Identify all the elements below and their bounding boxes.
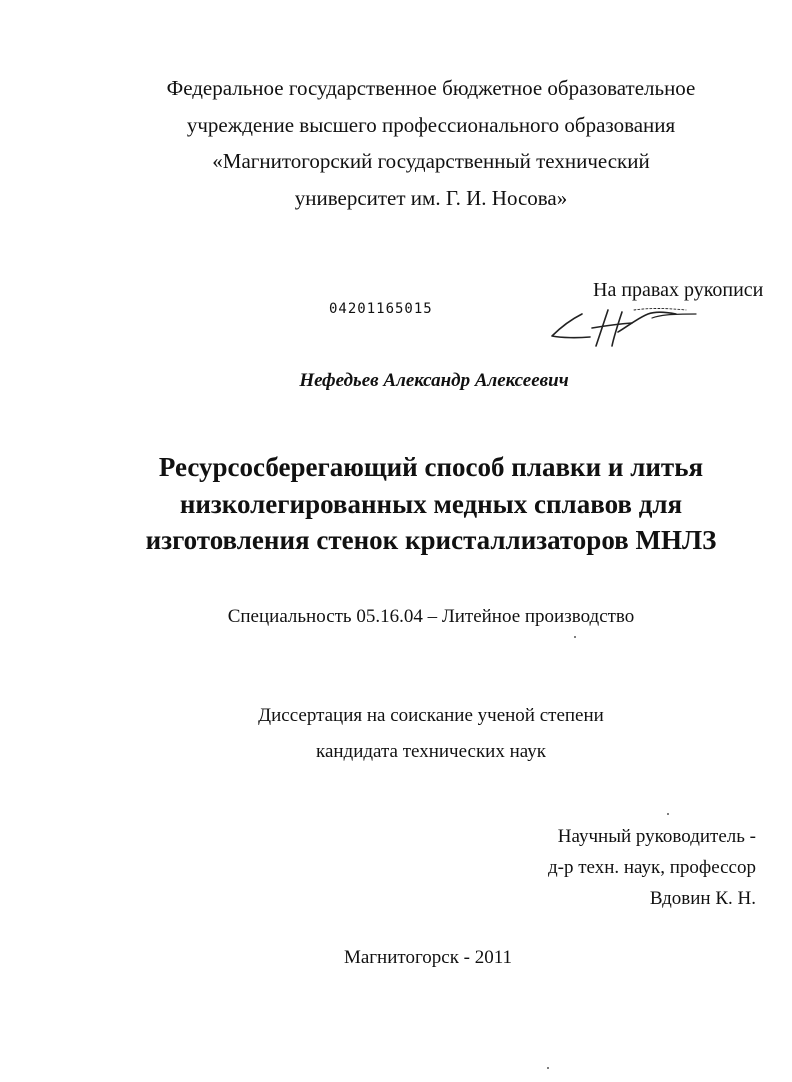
author-name: Нефедьев Александр Алексеевич xyxy=(299,370,569,391)
manuscript-rights-note: На правах рукописи xyxy=(593,279,764,301)
institution-line-4: университет им. Г. И. Носова» xyxy=(294,185,568,210)
title-line-1: Ресурсосберегающий способ плавки и литья xyxy=(158,452,704,482)
catalog-number: 04201165015 xyxy=(329,301,433,317)
scan-speck xyxy=(667,813,669,815)
institution-line-1: Федеральное государственное бюджетное образовательное xyxy=(166,76,696,100)
dissertation-title xyxy=(0,449,792,559)
degree-line-1: Диссертация на соискание ученой степени xyxy=(258,705,604,726)
supervisor-name: Вдовин К. Н. xyxy=(649,888,756,909)
institution-header xyxy=(0,70,792,216)
handwritten-signature xyxy=(548,302,698,352)
degree-statement xyxy=(0,698,792,770)
scan-speck xyxy=(547,1067,549,1069)
supervisor-block xyxy=(548,821,756,914)
supervisor-role: Научный руководитель - xyxy=(557,826,756,847)
institution-line-3: «Магнитогорский государственный технический xyxy=(212,149,650,173)
title-line-2: низколегированных медных сплавов для xyxy=(179,488,683,519)
supervisor-degree: д-р техн. наук, профессор xyxy=(547,857,756,878)
specialty-line: Специальность 05.16.04 – Литейное производство xyxy=(227,606,635,627)
institution-line-2: учреждение высшего профессионального образования xyxy=(186,112,676,137)
scan-speck xyxy=(574,636,576,638)
city-and-year: Магнитогорск - 2011 xyxy=(343,947,513,968)
title-line-3: изготовления стенок кристаллизаторов МНЛЗ xyxy=(145,525,717,555)
degree-line-2: кандидата технических наук xyxy=(316,741,546,762)
